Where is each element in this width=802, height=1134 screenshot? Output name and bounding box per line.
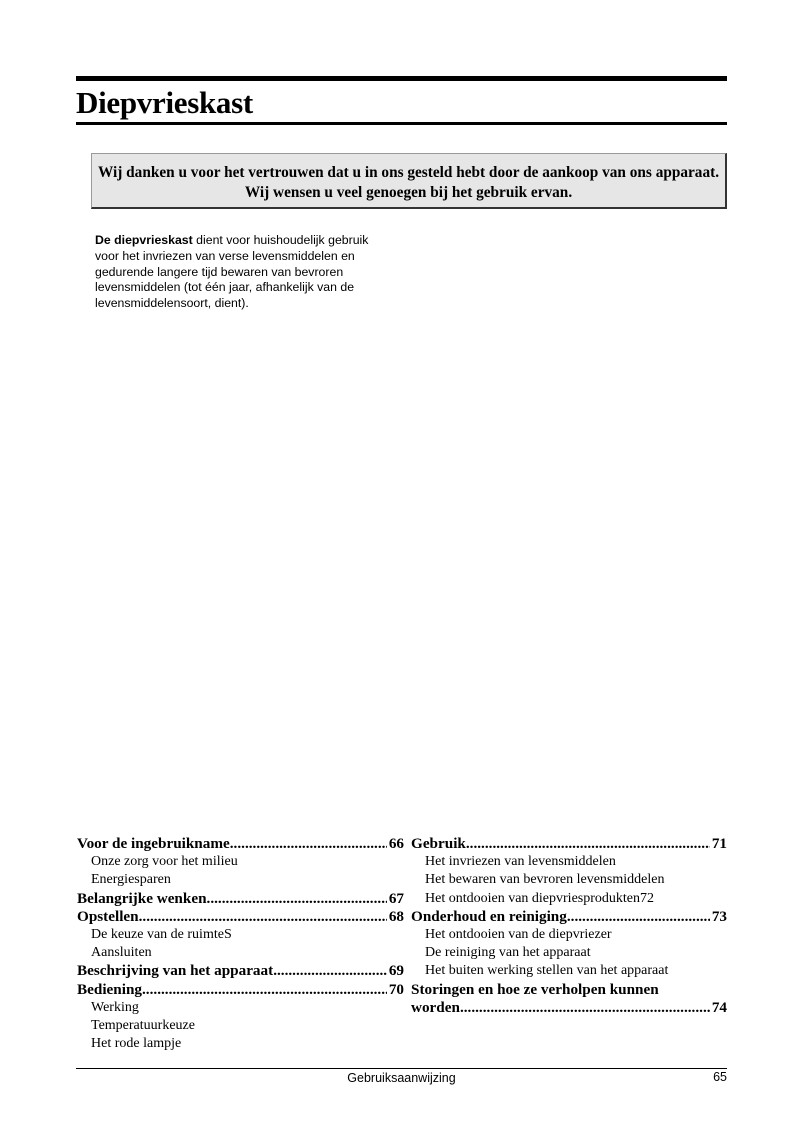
toc-entry[interactable]: Gebruik ..... 71: [411, 835, 727, 853]
toc-page-number: 67: [388, 889, 404, 907]
toc-entry[interactable]: Onderhoud en reiniging ..... 73: [411, 908, 727, 926]
intro-paragraph: [95, 233, 390, 312]
toc-right-column: [411, 835, 727, 1017]
toc-page-number: 70: [388, 980, 404, 998]
toc-page-number: 69: [388, 962, 404, 980]
toc-entry[interactable]: Belangrijke wenken ..... 67: [77, 890, 404, 908]
toc-subentry[interactable]: De reiniging van het apparaat: [425, 945, 591, 961]
intro-bold-lead: De diepvrieskast: [95, 233, 193, 247]
toc-subentry[interactable]: Het invriezen van levensmiddelen: [425, 854, 616, 870]
thanks-text: Wij danken u voor het vertrouwen dat u in ons gesteld hebt door de aankoop van ons apparaat. Wij wensen u veel genoegen bij het gebruik ervan.: [97, 164, 720, 201]
toc-entry-line1[interactable]: Storingen en hoe ze verholpen kunnen: [411, 980, 659, 998]
intro-text: dient voor huishoudelijk gebruik voor het invriezen van verse levensmiddelen en gedurende langere tijd bewaren van bevroren levensmiddelen (tot één jaar, afhankelijk van de levensmiddelensoort, dient).: [95, 233, 369, 311]
toc-subentry[interactable]: Het rode lampje: [91, 1036, 182, 1052]
thanks-box: [91, 153, 727, 209]
footer-rule: [76, 1068, 727, 1069]
toc-entry[interactable]: worden ..... 74: [411, 999, 727, 1017]
top-rule: [76, 76, 727, 81]
toc-subentry[interactable]: Werking: [91, 999, 139, 1015]
footer-page-number: 65: [713, 1070, 727, 1084]
footer-title: Gebruiksaanwijzing: [347, 1071, 456, 1085]
toc-page-number: 73: [711, 907, 727, 925]
toc-entry[interactable]: Beschrijving van het apparaat ..... 69: [77, 962, 404, 980]
toc-page-number: 66: [388, 835, 404, 852]
toc-subentry[interactable]: Temperatuurkeuze: [91, 1018, 195, 1034]
toc-entry[interactable]: Voor de ingebruikname ..... 66: [77, 835, 404, 853]
toc-page-number: 74: [711, 998, 727, 1016]
toc-page-number: 71: [711, 835, 727, 852]
toc-subentry[interactable]: De keuze van de ruimteS: [91, 927, 232, 943]
title-underline: [76, 122, 727, 125]
toc-entry[interactable]: Opstellen ..... 68: [77, 908, 404, 926]
toc-page-number: 68: [388, 907, 404, 925]
toc-subentry[interactable]: Onze zorg voor het milieu: [91, 854, 238, 870]
toc-subentry[interactable]: Aansluiten: [91, 945, 152, 961]
toc-subentry[interactable]: Het buiten werking stellen van het apparaat: [425, 963, 669, 979]
toc-subentry[interactable]: Het bewaren van bevroren levensmiddelen: [425, 872, 665, 888]
toc-subentry[interactable]: Energiesparen: [91, 872, 171, 888]
toc-entry[interactable]: Bediening ..... 70: [77, 981, 404, 999]
page-title: Diepvrieskast: [76, 85, 253, 120]
toc-subentry[interactable]: Het ontdooien van diepvriesprodukten72: [425, 890, 655, 906]
toc-left-column: [77, 835, 404, 1053]
toc-subentry[interactable]: Het ontdooien van de diepvriezer: [425, 927, 612, 943]
